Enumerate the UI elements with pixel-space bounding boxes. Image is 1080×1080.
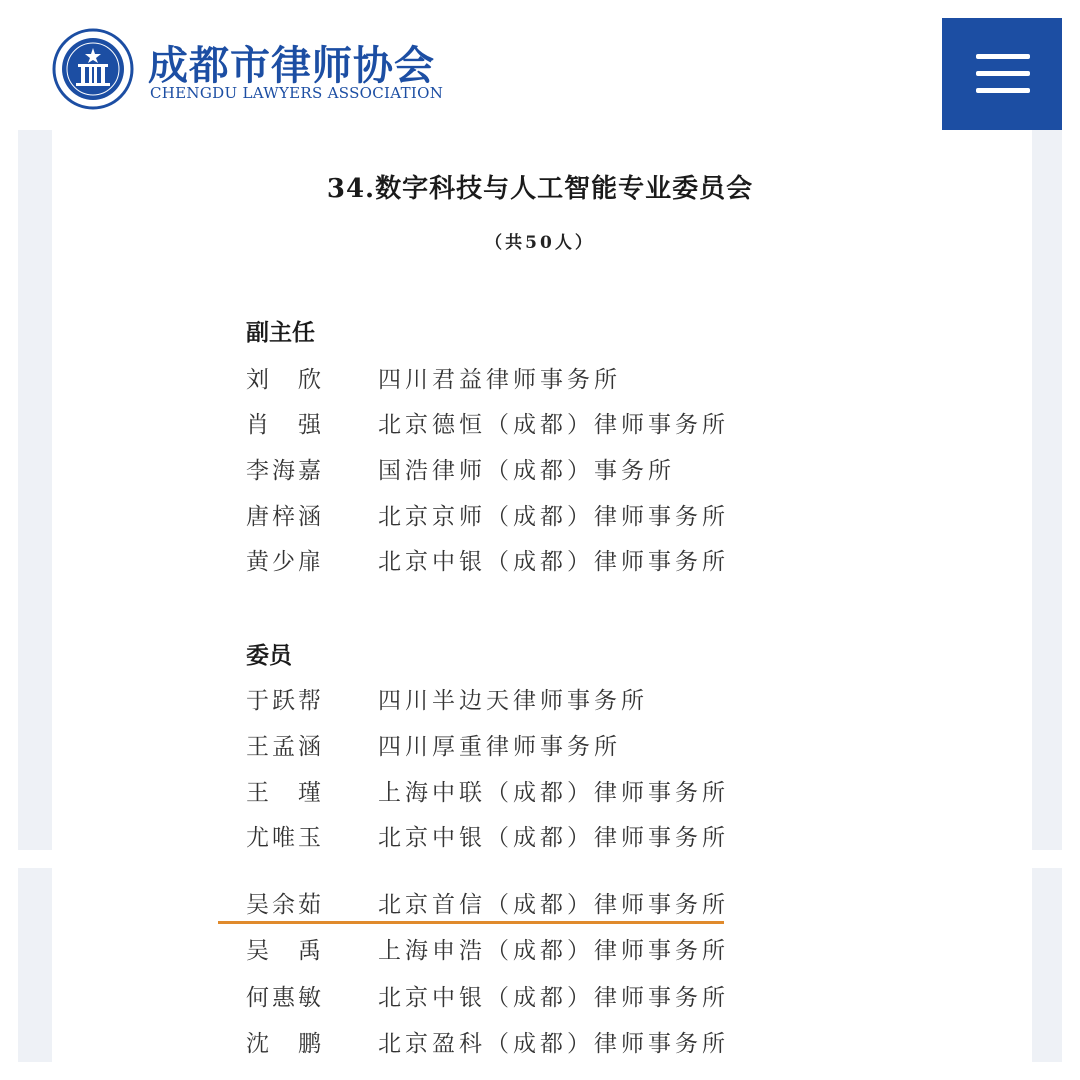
member-firm: 四川君益律师事务所 <box>378 367 621 393</box>
member-name: 肖 强 <box>246 412 324 438</box>
member-name: 于跃帮 <box>246 688 324 714</box>
member-name: 唐梓涵 <box>246 504 324 530</box>
site-header <box>0 0 1080 130</box>
member-firm: 上海中联（成都）律师事务所 <box>378 780 729 806</box>
member-name: 黄少扉 <box>246 549 324 575</box>
member-firm: 北京中银（成都）律师事务所 <box>378 825 729 851</box>
member-name: 沈 鹏 <box>246 1031 324 1057</box>
menu-button[interactable] <box>942 18 1062 130</box>
member-name: 李海嘉 <box>246 458 324 484</box>
member-firm: 四川半边天律师事务所 <box>378 688 648 714</box>
member-name: 王 瑾 <box>246 780 324 806</box>
member-name: 吴 禹 <box>246 938 324 964</box>
member-firm: 上海申浩（成都）律师事务所 <box>378 938 729 964</box>
member-name: 吴余茹 <box>246 892 324 918</box>
member-firm: 国浩律师（成都）事务所 <box>378 458 675 484</box>
member-firm: 北京盈科（成都）律师事务所 <box>378 1031 729 1057</box>
member-firm: 四川厚重律师事务所 <box>378 734 621 760</box>
member-name: 刘 欣 <box>246 367 324 393</box>
member-name: 尤唯玉 <box>246 825 324 851</box>
member-firm: 北京京师（成都）律师事务所 <box>378 504 729 530</box>
member-name: 何惠敏 <box>246 985 324 1011</box>
member-count: （共50人） <box>485 233 595 253</box>
member-name: 王孟涵 <box>246 734 324 760</box>
section-heading-members: 委员 <box>246 642 292 669</box>
association-logo-icon[interactable] <box>52 28 134 110</box>
member-firm: 北京中银（成都）律师事务所 <box>378 549 729 575</box>
document-title: 34.数字科技与人工智能专业委员会 <box>326 174 754 204</box>
highlight-underline <box>218 921 724 924</box>
member-firm: 北京中银（成都）律师事务所 <box>378 985 729 1011</box>
org-name-cn[interactable]: 成都市律师协会 <box>148 42 435 89</box>
member-firm: 北京德恒（成都）律师事务所 <box>378 412 729 438</box>
member-firm: 北京首信（成都）律师事务所 <box>378 892 729 918</box>
org-name-en: CHENGDU LAWYERS ASSOCIATION <box>150 84 444 102</box>
section-heading-vice-directors: 副主任 <box>246 319 315 346</box>
